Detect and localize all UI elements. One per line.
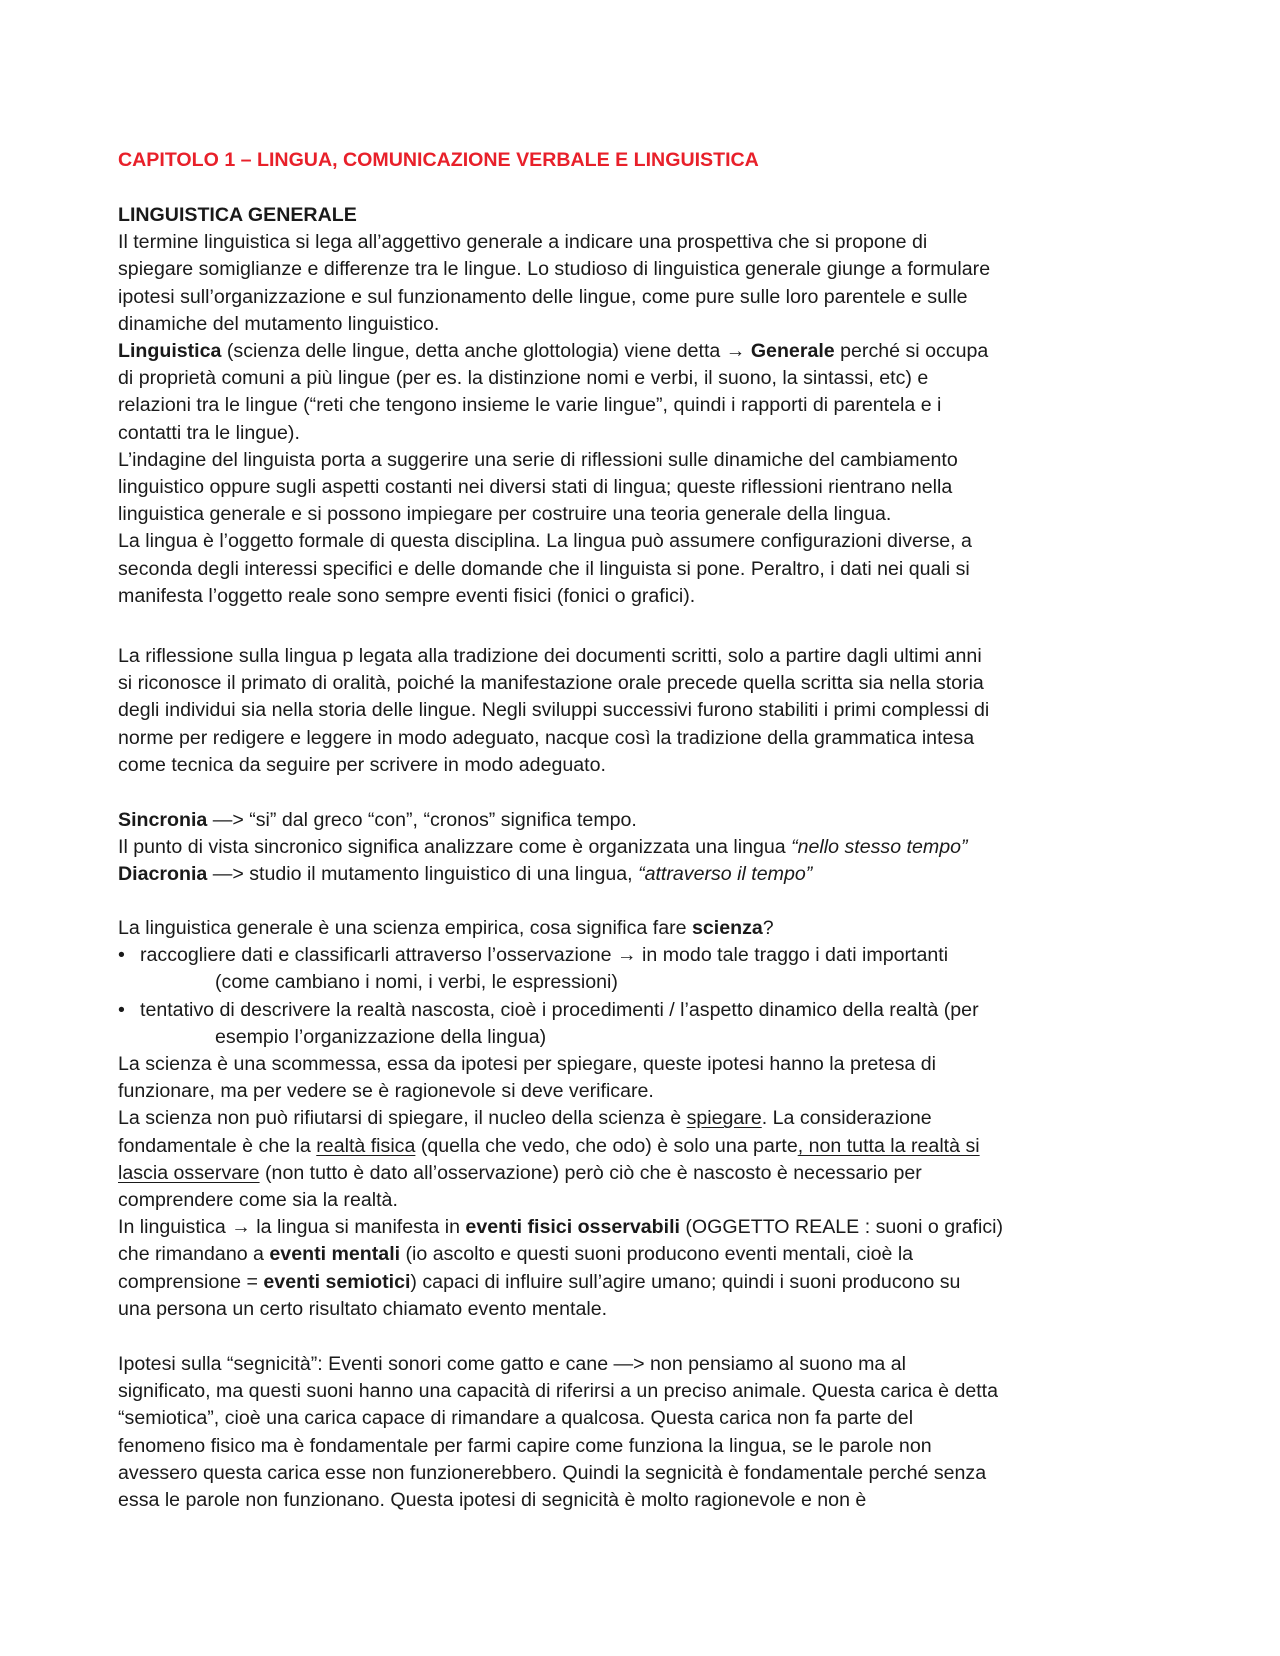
text-line: significato, ma questi suoni hanno una capacità di riferirsi a un preciso animale. Questa carica è detta [118,1380,999,1403]
list-item [118,997,1178,1051]
text-line: come tecnica da seguire per scrivere in modo adeguato. [118,753,606,776]
text-line: linguistico oppure sugli aspetti costanti nei diversi stati di lingua; queste riflessioni rientrano nella [118,476,953,499]
term-eventi-fisici: eventi fisici osservabili [465,1216,680,1239]
paragraph-eventi [118,1214,1178,1323]
paragraph-indagine [118,447,1178,529]
text-run: ) capaci di influire sull’agire umano; quindi i suoni producono su [410,1270,961,1293]
text-line: funzionare, ma per vedere se è ragionevole si deve verificare. [118,1080,654,1103]
text-line [118,834,1178,861]
term-eventi-mentali: eventi mentali [269,1243,401,1266]
text-run: che rimandano a [118,1243,270,1266]
text-line: di proprietà comuni a più lingue (per es. la distinzione nomi e verbi, il suono, la sintassi, etc) e [118,367,929,390]
bullet-icon: • [118,998,125,1021]
text-run: (quella che vedo, che odo) è solo una parte [415,1134,798,1157]
paragraph-intro [118,229,1178,338]
chapter-title: CAPITOLO 1 – LINGUA, COMUNICAZIONE VERBALE E LINGUISTICA [118,149,759,171]
text-run: In linguistica → la lingua si manifesta in [118,1216,466,1239]
text-line: avessero questa carica esse non funzionerebbero. Quindi la segnicità è fondamentale perché senza [118,1461,987,1484]
text-line: esempio l’organizzazione della lingua) [215,1025,547,1048]
text-run: . La considerazione [761,1107,932,1130]
text-line [118,1105,1178,1132]
text-line: una persona un certo risultato chiamato evento mentale. [118,1297,608,1320]
text-line: tentativo di descrivere la realtà nascosta, cioè i procedimenti / l’aspetto dinamico della realtà (per [140,998,979,1021]
text-line: raccogliere dati e classificarli attraverso l’osservazione → in modo tale traggo i dati importanti [140,944,949,967]
text-line: contatti tra le lingue). [118,421,300,444]
text-line [118,861,1178,888]
paragraph-scommessa [118,1051,1178,1105]
term-eventi-semiotici: eventi semiotici [263,1270,411,1293]
text-line [118,915,1178,942]
text-line: norme per redigere e leggere in modo adeguato, nacque così la tradizione della grammatica intesa [118,726,975,749]
text-line: “semiotica”, cioè una carica capace di rimandare a qualcosa. Questa carica non fa parte del [118,1407,914,1430]
text-line: Il termine linguistica si lega all’aggettivo generale a indicare una prospettiva che si propone di [118,231,928,254]
term-sincronia: Sincronia [118,809,208,831]
text-line [118,1241,1178,1268]
text-run: perché si occupa [834,340,989,363]
text-line [118,1269,1178,1296]
text-line: Ipotesi sulla “segnicità”: Eventi sonori come gatto e cane —> non pensiamo al suono ma al [118,1353,906,1375]
underlined-run: realtà fisica [316,1134,416,1157]
text-run: Il punto di vista sincronico significa analizzare come è organizzata una lingua [118,836,792,859]
paragraph-segnicita [118,1351,1178,1514]
paragraph-oggetto [118,528,1178,610]
italic-run: “attraverso il tempo” [638,863,813,886]
text-run: La scienza non può rifiutarsi di spiegare, il nucleo della scienza è [118,1107,687,1130]
text-line [118,1133,1178,1160]
text-line: degli individui sia nella storia delle lingue. Negli sviluppi successivi furono stabiliti i primi complessi di [118,699,990,722]
text-run: fondamentale è che la [118,1134,317,1157]
term-diacronia: Diacronia [118,863,208,886]
section-scienza [118,915,1178,1323]
text-line: L’indagine del linguista porta a suggerire una serie di riflessioni sulle dinamiche del cambiamento [118,448,958,471]
term-scienza: scienza [691,917,763,939]
list-item [118,942,1178,996]
section-heading: LINGUISTICA GENERALE [118,204,357,226]
bullet-icon: • [118,944,125,967]
text-line [118,807,1178,834]
text-line [118,338,1178,365]
text-run: —> “si” dal greco “con”, “cronos” significa tempo. [207,809,637,831]
text-line: relazioni tra le lingue (“reti che tengono insieme le varie lingue”, quindi i rapporti di parentela e i [118,394,942,417]
underlined-run: lascia osservare [118,1161,260,1184]
term-linguistica: Linguistica [118,340,222,363]
text-line: linguistica generale e si possono impiegare per costruire una teoria generale della lingua. [118,503,892,526]
section-linguistica-generale [118,202,1178,610]
text-line: comprendere come sia la realtà. [118,1189,398,1212]
term-generale: Generale [750,340,835,363]
text-run: ? [762,917,774,939]
text-line: (come cambiano i nomi, i verbi, le espressioni) [215,971,618,994]
text-line: essa le parole non funzionano. Questa ipotesi di segnicità è molto ragionevole e non è [118,1489,867,1512]
text-run: (io ascolto e questi suoni producono eventi mentali, cioè la [400,1243,914,1266]
underlined-run: , non tutta la realtà si [797,1134,980,1157]
text-run: (OGGETTO REALE : suoni o grafici) [679,1216,1003,1239]
text-line: si riconosce il primato di oralità, poiché la manifestazione orale precede quella scritta sia nella storia [118,672,984,695]
text-line: manifesta l’oggetto reale sono sempre eventi fisici (fonici o grafici). [118,584,696,607]
text-line: La lingua è l’oggetto formale di questa disciplina. La lingua può assumere configurazioni diverse, a [118,530,972,553]
text-run: La linguistica generale è una scienza empirica, cosa significa fare [118,917,692,939]
paragraph-spiegare [118,1105,1178,1214]
text-line: La riflessione sulla lingua p legata alla tradizione dei documenti scritti, solo a partire dagli ultimi anni [118,645,982,667]
text-line [118,1214,1178,1241]
paragraph-definition [118,338,1178,447]
text-run: comprensione = [118,1270,264,1293]
italic-run: “nello stesso tempo” [791,836,968,859]
text-run: (scienza delle lingue, detta anche glottologia) viene detta → [221,340,751,363]
text-run: —> studio il mutamento linguistico di una lingua, [207,863,639,886]
underlined-run: spiegare [686,1107,762,1130]
text-line: ipotesi sull’organizzazione e sul funzionamento delle lingue, come pure sulle loro parentele e sulle [118,285,968,308]
text-run: (non tutto è dato all’osservazione) però ciò che è nascosto è necessario per [259,1161,922,1184]
text-line: dinamiche del mutamento linguistico. [118,312,440,335]
paragraph-riflessione [118,643,1178,779]
text-line: La scienza è una scommessa, essa da ipotesi per spiegare, queste ipotesi hanno la pretesa di [118,1053,936,1076]
text-line: spiegare somiglianze e differenze tra le lingue. Lo studioso di linguistica generale giunge a formulare [118,258,991,281]
text-line: seconda degli interessi specifici e delle domande che il linguista si pone. Peraltro, i dati nei quali si [118,557,970,580]
paragraph-sincronia-diacronia [118,807,1178,889]
text-line [118,1160,1178,1187]
text-line: fenomeno fisico ma è fondamentale per farmi capire come funziona la lingua, se le parole non [118,1434,932,1457]
